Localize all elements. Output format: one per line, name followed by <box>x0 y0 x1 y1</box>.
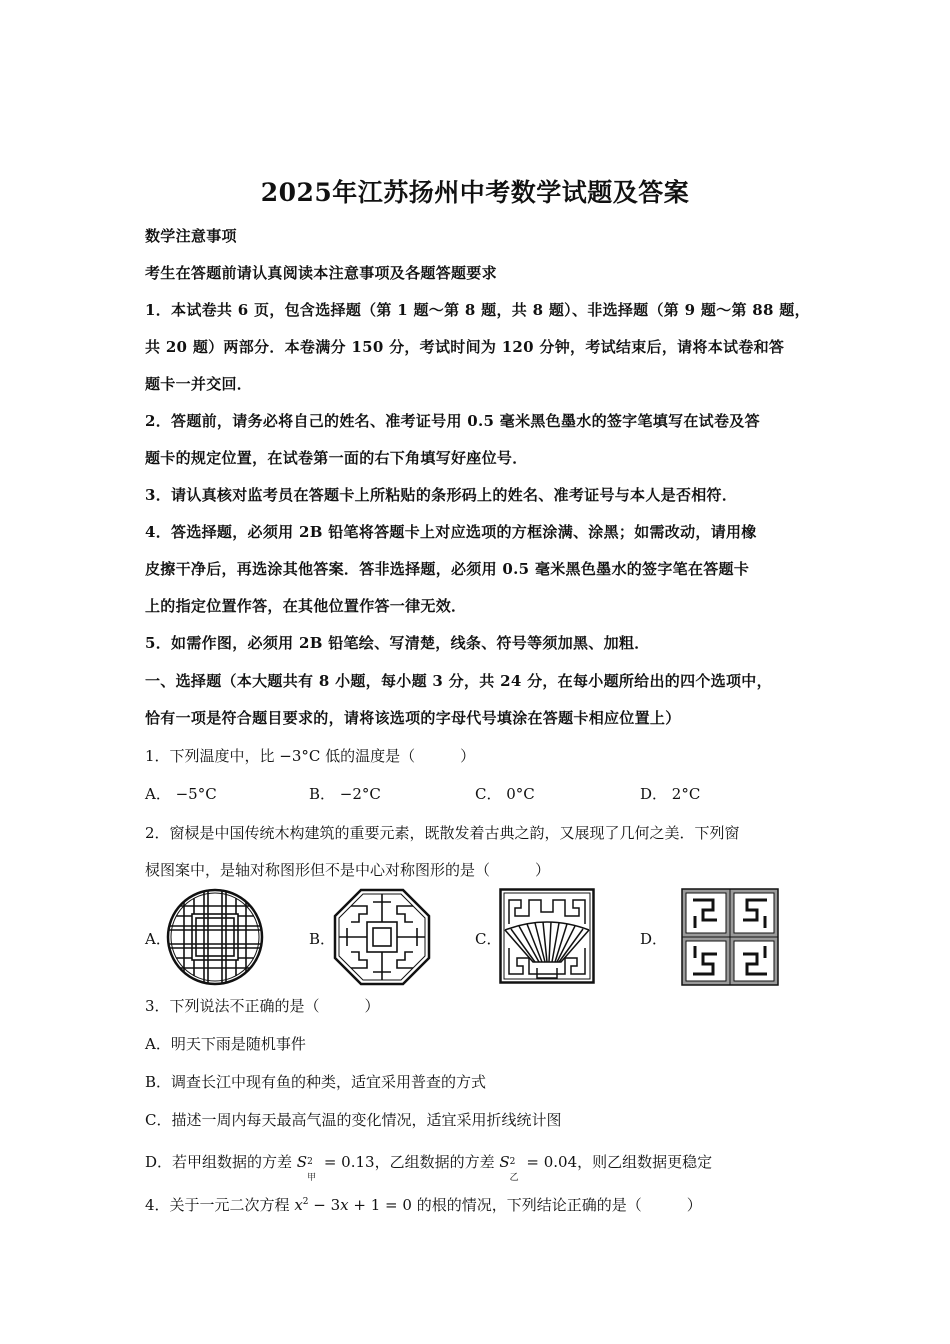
section-heading: 一、选择题（本大题共有 8 小题，每小题 3 分，共 24 分，在每小题所给出的四个选项中， <box>145 672 772 690</box>
notice-line: 上的指定位置作答，在其他位置作答一律无效． <box>145 597 467 615</box>
q2-label-a: A． <box>145 930 171 948</box>
window-lattice-figure-a <box>166 888 264 986</box>
notice-line: 皮擦干净后，再选涂其他答案．答非选择题，必须用 0.5 毫米黑色墨水的签字笔在答题卡 <box>145 560 750 578</box>
q1-option-d: D． 2°C <box>640 785 701 803</box>
page-title: 2025年江苏扬州中考数学试题及答案 <box>260 178 690 207</box>
q2-label-b: B． <box>309 930 336 948</box>
q1-option-a: A． −5°C <box>145 785 217 803</box>
question-3-stem: 3．下列说法不正确的是（ ） <box>145 997 380 1015</box>
q2-label-c: C． <box>475 930 502 948</box>
q1-option-c: C． 0°C <box>475 785 535 803</box>
q3-option-a: A．明天下雨是随机事件 <box>145 1035 306 1053</box>
question-2-stem: 棂图案中，是轴对称图形但不是中心对称图形的是（ ） <box>145 861 551 879</box>
question-1-stem: 1．下列温度中，比 −3°C 低的温度是（ ） <box>145 747 476 765</box>
q3-option-b: B．调查长江中现有鱼的种类，适宜采用普查的方式 <box>145 1073 487 1091</box>
notice-line: 题卡一并交回． <box>145 375 253 393</box>
window-lattice-figure-b <box>333 888 431 986</box>
q3-option-c: C．描述一周内每天最高气温的变化情况，适宜采用折线统计图 <box>145 1111 562 1129</box>
q2-label-d: D． <box>640 930 668 948</box>
notice-subheading: 考生在答题前请认真阅读本注意事项及各题答题要求 <box>145 264 497 282</box>
notice-line: 共 20 题）两部分．本卷满分 150 分，考试时间为 120 分钟，考试结束后，请将本试卷和答 <box>145 338 785 356</box>
window-lattice-figure-c <box>499 888 595 984</box>
window-lattice-figure-d <box>681 888 779 986</box>
notice-heading: 数学注意事项 <box>145 227 237 245</box>
notice-line: 2．答题前，请务必将自己的姓名、准考证号用 0.5 毫米黑色墨水的签字笔填写在试卷及答 <box>145 412 760 430</box>
question-4-stem: 4．关于一元二次方程 $x^2 - 3x + 1 = 0$ 的根的情况，下列结论正确的是（ ） <box>145 1196 702 1214</box>
notice-line: 1．本试卷共 6 页，包含选择题（第 1 题～第 8 题，共 8 题）、非选择题（第 9 题～第 88 题， <box>145 301 810 319</box>
section-heading: 恰有一项是符合题目要求的，请将该选项的字母代号填涂在答题卡相应位置上） <box>145 709 681 727</box>
notice-line: 4．答选择题，必须用 2B 铅笔将答题卡上对应选项的方框涂满、涂黑；如需改动，请用橡 <box>145 523 757 541</box>
question-2-stem: 2．窗棂是中国传统木构建筑的重要元素，既散发着古典之韵，又展现了几何之美．下列窗 <box>145 824 740 842</box>
notice-line: 5．如需作图，必须用 2B 铅笔绘、写清楚，线条、符号等须加黑、加粗． <box>145 634 650 652</box>
notice-line: 3．请认真核对监考员在答题卡上所粘贴的条形码上的姓名、准考证号与本人是否相符． <box>145 486 738 504</box>
q3-option-d: D．若甲组数据的方差 S 2 甲 = 0.13，乙组数据的方差 S 2 乙 = 0.04，则乙组数据更稳定 <box>145 1153 713 1183</box>
notice-line: 题卡的规定位置，在试卷第一面的右下角填写好座位号． <box>145 449 528 467</box>
q1-option-b: B． −2°C <box>309 785 381 803</box>
